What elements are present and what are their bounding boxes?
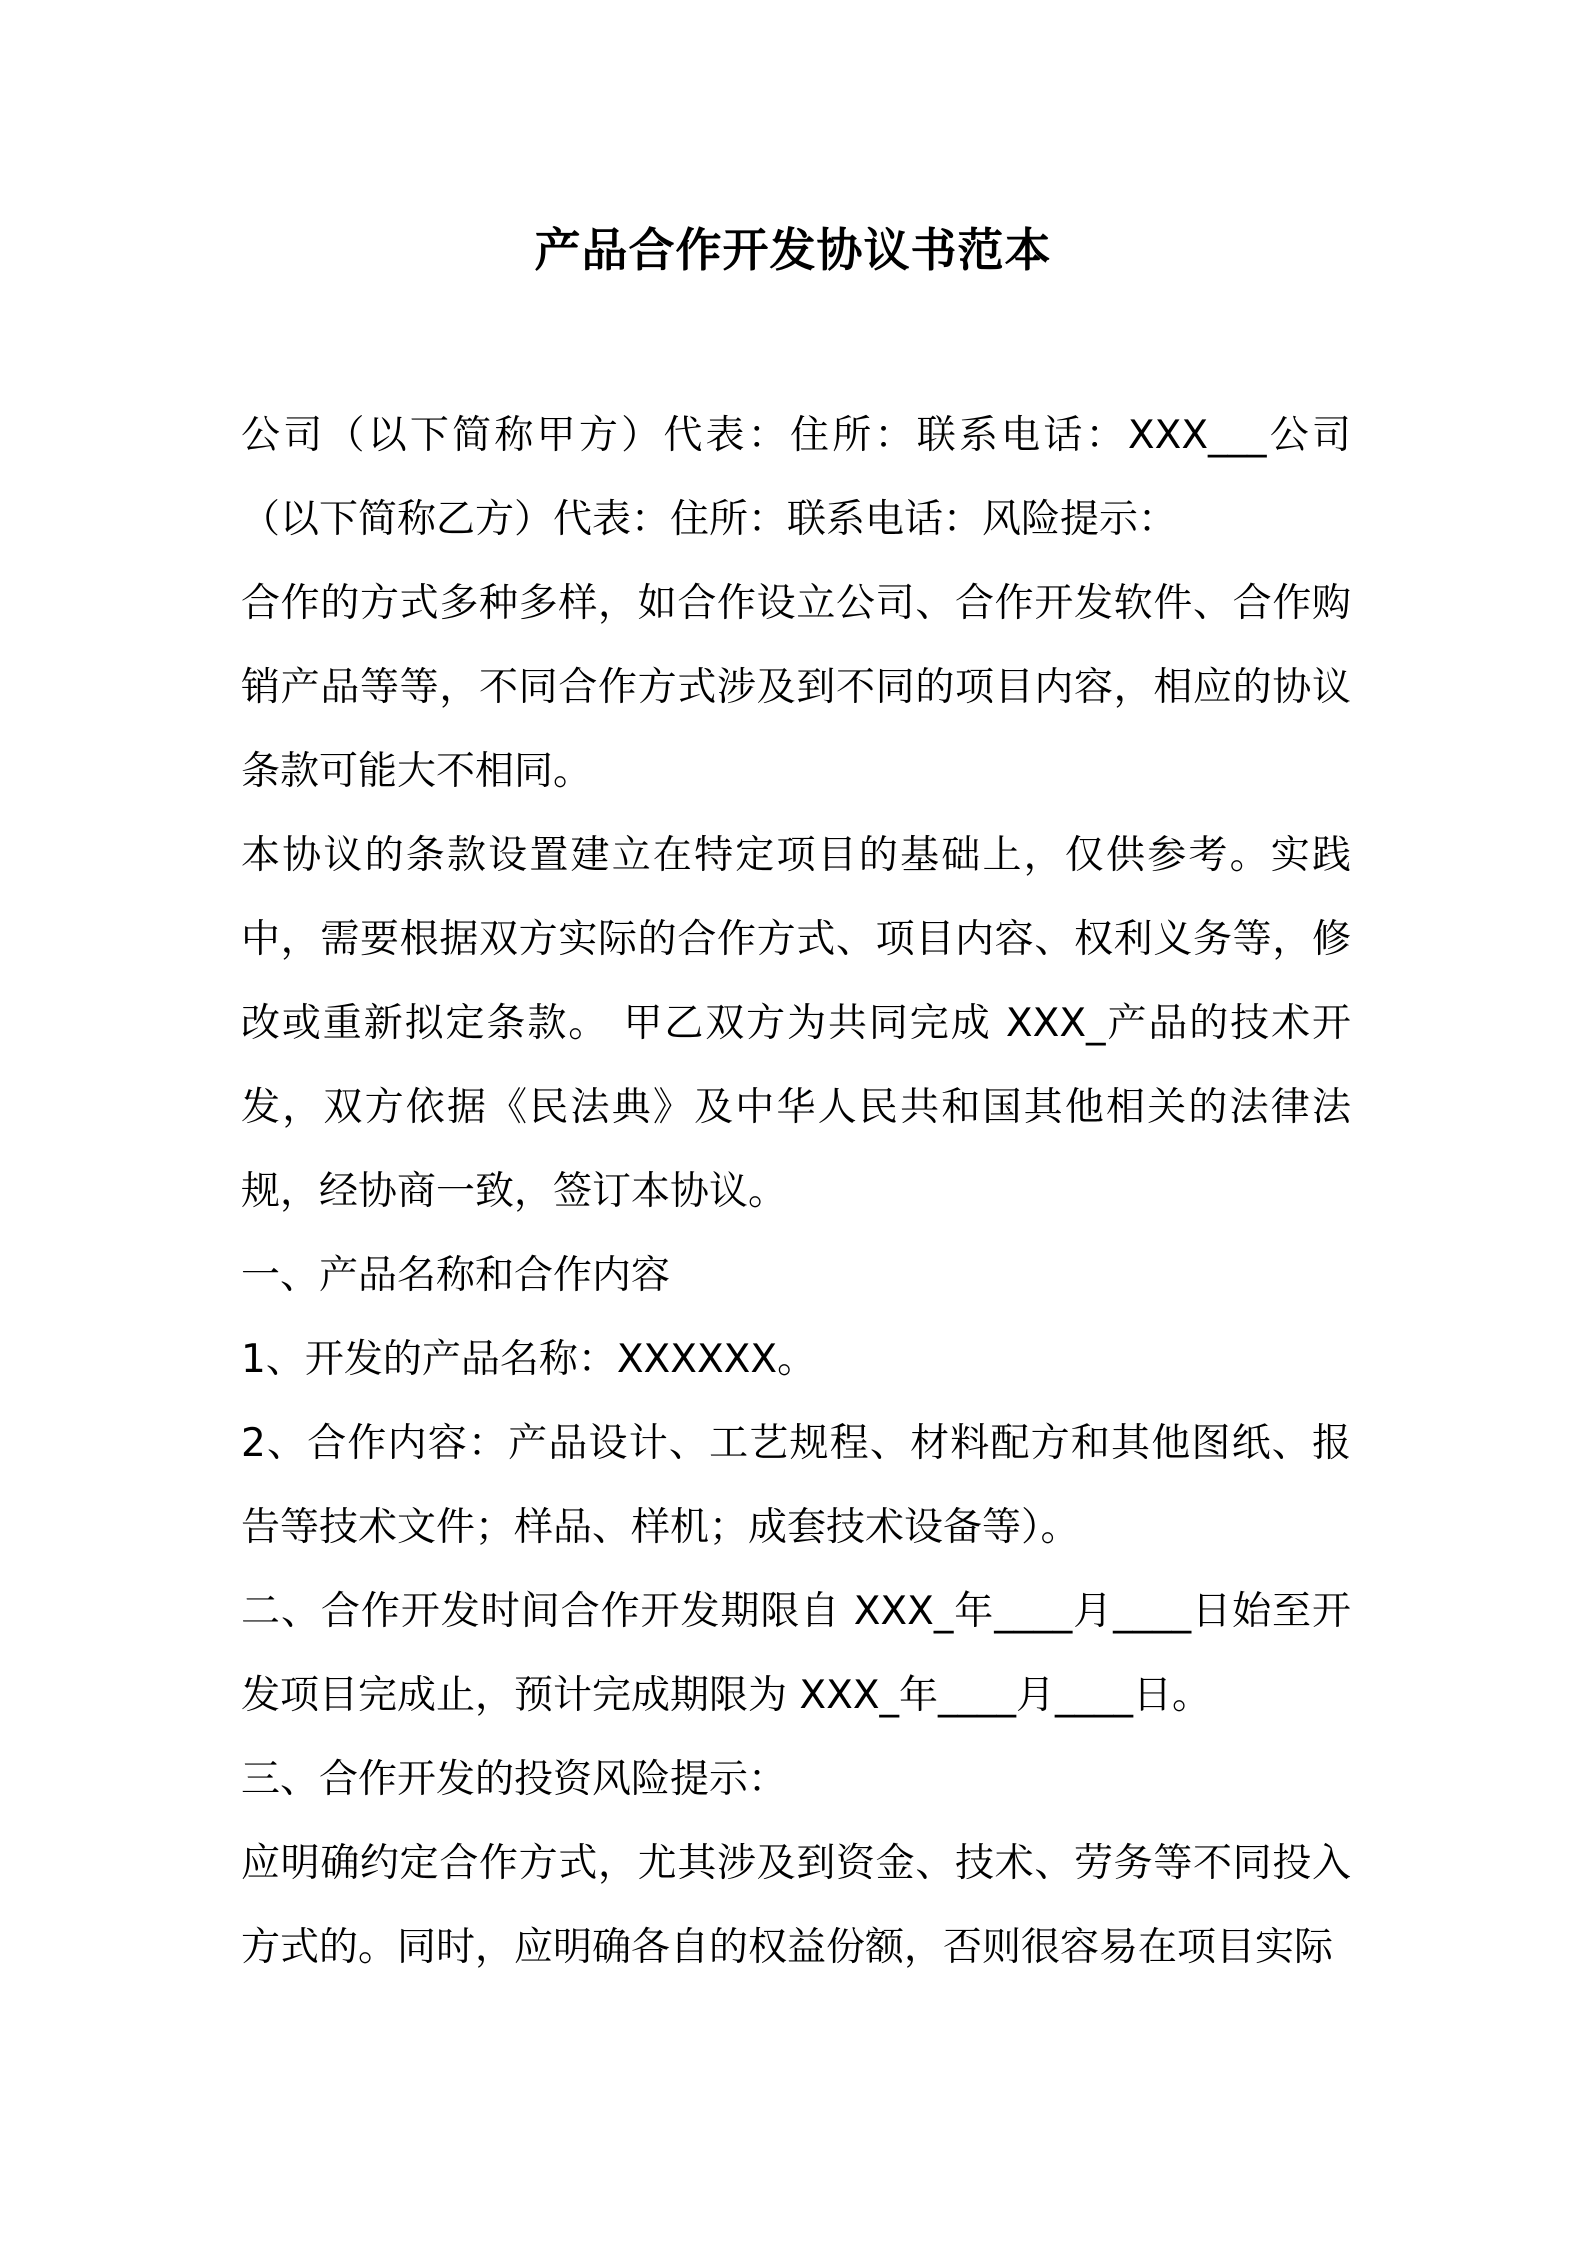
document-body bbox=[241, 394, 1351, 1990]
section-heading-1: 一、产品名称和合作内容 bbox=[241, 1253, 671, 1298]
section-heading-3: 三、合作开发的投资风险提示： bbox=[241, 1757, 788, 1802]
risk-note-paragraph: 合作的方式多种多样，如合作设立公司、合作开发软件、合作购销产品等等，不同合作方式涉及到不同的项目内容，相应的协议条款可能大不相同。 bbox=[241, 581, 1351, 794]
section-3-paragraph: 应明确约定合作方式，尤其涉及到资金、技术、劳务等不同投入方式的。同时，应明确各自的权益份额，否则很容易在项目实际 bbox=[241, 1841, 1351, 1970]
preamble-paragraph: 本协议的条款设置建立在特定项目的基础上，仅供参考。实践中，需要根据双方实际的合作方式、项目内容、权利义务等，修改或重新拟定条款。 甲乙双方为共同完成 XXX_产品的技术开发，双方依据《民法典》及中华人民共和国其他相关的法律法规，经协商一致，签订本协议。 bbox=[241, 833, 1351, 1214]
section-2-paragraph: 二、合作开发时间合作开发期限自 XXX_年____月____日始至开发项目完成止，预计完成期限为 XXX_年____月____日。 bbox=[241, 1589, 1351, 1718]
party-info-paragraph: 公司（以下简称甲方）代表：住所：联系电话：XXX___公司（以下简称乙方）代表：住所：联系电话：风险提示： bbox=[241, 413, 1351, 542]
document-title: 产品合作开发协议书范本 bbox=[534, 223, 1052, 277]
clause-1-2: 2、合作内容：产品设计、工艺规程、材料配方和其他图纸、报告等技术文件；样品、样机；成套技术设备等）。 bbox=[241, 1421, 1351, 1550]
clause-1-1: 1、开发的产品名称：XXXXXX。 bbox=[241, 1337, 817, 1382]
